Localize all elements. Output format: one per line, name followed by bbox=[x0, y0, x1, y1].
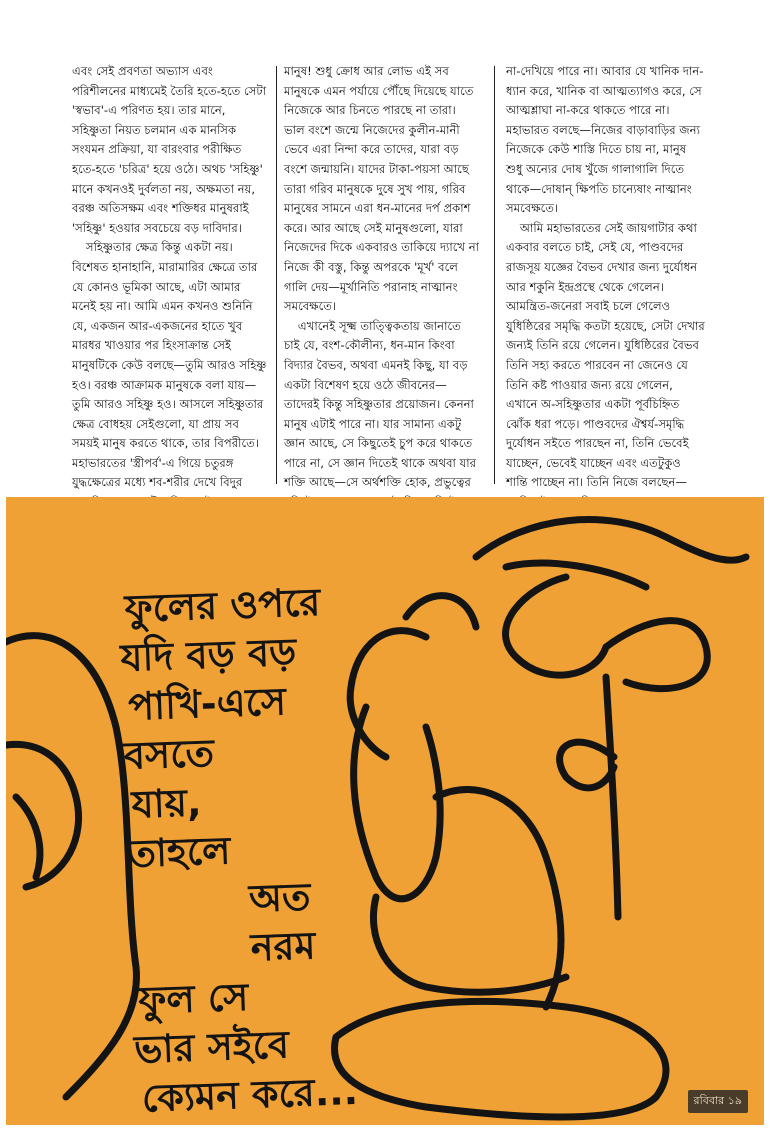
caption-line: তাহলে bbox=[126, 828, 232, 876]
caption-line: ক্যেমন করে... bbox=[141, 1068, 359, 1121]
paragraph: আমি মহাভারতের সেই জায়গাটার কথা একবার বলতে চাই, সেই যে, পাণ্ডবদের রাজসূয় যজ্ঞের বৈভব দেখার জন্য দুর্যোধন আর শকুনি ইন্দ্রপ্রস্থে থেকে গেলেন। আমন্ত্রিত-জনেরা সবাই চলে গেলেও যুধিষ্ঠিরের সমৃদ্ধি কতটা হয়েছে, সেটা দেখার জন্যই তিনি রয়ে গেলেন। যুধিষ্ঠিরের বৈভব তিনি সহ্য করতে পারবেন না জেনেও যে তিনি কষ্ট পাওয়ার জন্য রয়ে গেলেন, এখানে অ-সহিষ্ণুতার একটা পূর্বচিহ্নিত ঝোঁক ধরা পড়ে। পাণ্ডবদের ঐশ্বর্য-সমৃদ্ধি দুর্যোধন সইতে পারছেন না, তিনি ভেবেই যাচ্ছেন, ভেবেই যাচ্ছেন এবং এতটুকুও শান্তি পাচ্ছেন না। তিনি নিজে বলছেন— bbox=[506, 220, 705, 490]
text-column-1 bbox=[72, 62, 268, 513]
page-label: রবিবার ১৯ bbox=[688, 1090, 748, 1113]
woman-figure bbox=[6, 636, 136, 1097]
column-divider bbox=[276, 66, 277, 484]
caption-line: নরম bbox=[249, 923, 317, 970]
text-column-3 bbox=[506, 62, 706, 532]
paragraph: এখানেই সূক্ষ্ম তাত্ত্বিকতায় জানাতে চাই যে, বংশ-কৌলীন্য, ধন-মান কিংবা বিদ্যার বৈভব, অথবা এমনই কিছু, যা বড় একটা বিশেষণ হয়ে ওঠে জীবনের—তাদেরই কিন্তু সহিষ্ণুতার প্রয়োজন। কেননা মানুষ এটাই পারে না। যার সামান্য একটু জ্ঞান আছে, সে কিছুতেই চুপ করে থাকতে পারে না, সে জ্ঞান দিতেই থাকে অথবা যার শক্তি আছে—সে অর্থশক্তি হোক, প্রভুত্বের bbox=[284, 318, 476, 490]
flower-stem bbox=[606, 677, 618, 917]
illustration bbox=[6, 497, 764, 1125]
paragraph: না-দেখিয়ে পারে না। আবার যে খানিক দান-ধ্যান করে, খানিক বা আত্মত্যাগও করে, সে আত্মশ্লাঘা না-করে থাকতে পারে না। মহাভারত বলছে—নিজের বাড়াবাড়ির জন্য নিজেকে কেউ শাস্তি দিতে চায় না, মানুষ শুধু অন্যের দোষ খুঁজে গালাগালি দিতে থাকে—দোষান্ ক্ষিপতি চান্যেষাং নাত্মানং সমবেক্ষতে। bbox=[506, 64, 704, 216]
paragraph: এবং সেই প্রবণতা অভ্যাস এবং পরিশীলনের মাধ্যমেই তৈরি হতে-হতে সেটা 'স্বভাব'-এ পরিণত হয়। তার মানে, সহিষ্ণুতা নিয়ত চলমান এক মানসিক সংযমন প্রক্রিয়া, যা বারংবার পরীক্ষিত হতে-হতে 'চরিত্র' হয়ে ওঠে। অথচ 'সহিষ্ণু' মানে কখনওই দুর্বলতা নয়, অক্ষমতা নয়, বরঞ্চ অতিসক্ষম এবং শক্তিধর মানুষরাই 'সহিষ্ণু' হওয়ার সবচেয়ে বড় দাবিদার। bbox=[72, 64, 267, 235]
caption-line: অত bbox=[248, 874, 312, 921]
illustration-caption bbox=[118, 576, 407, 1124]
caption-line: যদি বড় বড় bbox=[119, 629, 297, 680]
caption-line: ভার সইবে bbox=[133, 1022, 290, 1072]
sage-body bbox=[436, 790, 561, 1008]
text-column-2 bbox=[284, 62, 480, 532]
caption-line: ফুলের ওপরে bbox=[124, 579, 321, 631]
paragraph: সহিষ্ণুতার ক্ষেত্র কিন্তু একটা নয়। বিশেষত হানাহানি, মারামারির ক্ষেত্রে তার যে কোনও ভূমিকা আছে, এটা আমার মনেই হয় না। আমি এমন কখনও শুনিনি যে, একজন আর-একজনের হাতে খুব মারধর খাওয়ার পর হিংসাক্রান্ত সেই মানুষটিকে কেউ বলছে—তুমি আরও সহিষ্ণু হও। বরঞ্চ আক্রামক মানুষকে বলা যায়—তুমি আরও সহিষ্ণু হও। আসলে সহিষ্ণুতার ক্ষেত্র বোধহয় সেইগুলো, যা প্রায় সব সময়ই মানুষ করতে থাকে, তার বিপরীতে। মহাভারতের 'স্ত্রীপর্ব'-এ গিয়ে চতুরঙ্গ যুদ্ধক্ষেত্রের মধ্যে শব-শরীর দেখে বিদুর bbox=[72, 240, 267, 490]
caption-line: পাখি-এসে bbox=[127, 679, 287, 729]
caption-line: বসতে bbox=[123, 730, 215, 778]
flower-leaf bbox=[560, 742, 614, 788]
caption-line: ফুল সে bbox=[137, 974, 250, 1023]
article-body bbox=[0, 0, 770, 500]
paragraph: মানুষ! শুধু ক্রোধ আর লোভ এই সব মানুষকে এমন পর্যায়ে পৌঁছে দিয়েছে যাতে নিজেকে আর চিনতে পারছে না তারা। ভাল বংশে জন্মে নিজেদের কুলীন-মানী ভেবে এরা নিন্দা করে তাদের, যারা বড় বংশে জন্মায়নি। যাদের টাকা-পয়সা আছে তারা গরিব মানুষকে দুষে সুখ পায়, গরিব মানুষের সামনে এরা ধন-মানের দর্প প্রকাশ করে। আর আছে সেই মানুষগুলো, যারা নিজেদের দিকে একবারও তাকিয়ে দ্যাখে না নিজে কী বস্তু, কিন্তু অপরকে 'মূর্খ' বলে গালি দেয়—মূর্খানিতি পরানাহ নাত্মানং সমবেক্ষতে। bbox=[284, 64, 480, 314]
flower-petal bbox=[506, 577, 606, 675]
column-divider bbox=[494, 66, 495, 484]
caption-line: যায়, bbox=[130, 780, 203, 827]
bird bbox=[476, 520, 746, 561]
